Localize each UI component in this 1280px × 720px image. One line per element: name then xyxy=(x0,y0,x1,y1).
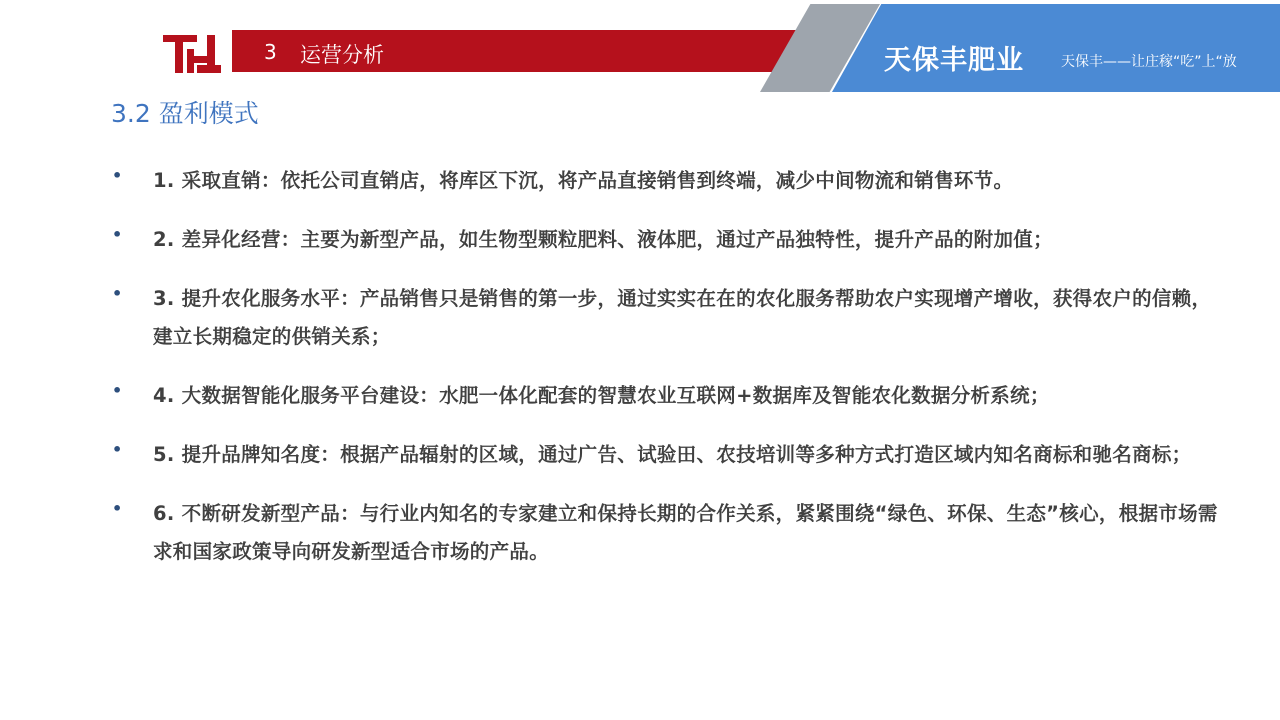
page-subtitle: 3.2 盈利模式 xyxy=(111,99,259,128)
list-item-text: 6. 不断研发新型产品：与行业内知名的专家建立和保持长期的合作关系，紧紧围绕“绿色、环保、生态”核心，根据市场需求和国家政策导向研发新型适合市场的产品。 xyxy=(153,502,1218,563)
bullet-list xyxy=(112,162,1222,592)
brand-slogan: 天保丰——让庄稼“吃”上“放 xyxy=(1061,54,1237,70)
list-item xyxy=(112,162,1222,200)
bullet-icon: • xyxy=(112,284,123,303)
list-item xyxy=(112,436,1222,474)
list-item-text: 4. 大数据智能化服务平台建设：水肥一体化配套的智慧农业互联网+数据库及智能农化数据分析系统； xyxy=(153,384,1050,407)
section-number: 3 xyxy=(264,40,277,64)
bullet-icon: • xyxy=(112,381,123,400)
list-item-text: 1. 采取直销：依托公司直销店，将库区下沉，将产品直接销售到终端，减少中间物流和销售环节。 xyxy=(153,169,1014,192)
list-item xyxy=(112,495,1222,571)
list-item xyxy=(112,280,1222,356)
slide-header xyxy=(0,0,1280,95)
brand-name: 天保丰肥业 xyxy=(884,45,1024,76)
list-item-text: 2. 差异化经营：主要为新型产品，如生物型颗粒肥料、液体肥，通过产品独特性，提升产品的附加值； xyxy=(153,228,1053,251)
section-title: 运营分析 xyxy=(300,43,384,67)
bullet-icon: • xyxy=(112,440,123,459)
bullet-icon: • xyxy=(112,499,123,518)
list-item-text: 3. 提升农化服务水平：产品销售只是销售的第一步，通过实实在在的农化服务帮助农户实现增产增收，获得农户的信赖，建立长期稳定的供销关系； xyxy=(153,287,1212,348)
bullet-icon: • xyxy=(112,225,123,244)
list-item xyxy=(112,221,1222,259)
company-logo-icon xyxy=(163,29,221,73)
bullet-icon: • xyxy=(112,166,123,185)
list-item xyxy=(112,377,1222,415)
list-item-text: 5. 提升品牌知名度：根据产品辐射的区域，通过广告、试验田、农技培训等多种方式打造区域内知名商标和驰名商标； xyxy=(153,443,1192,466)
